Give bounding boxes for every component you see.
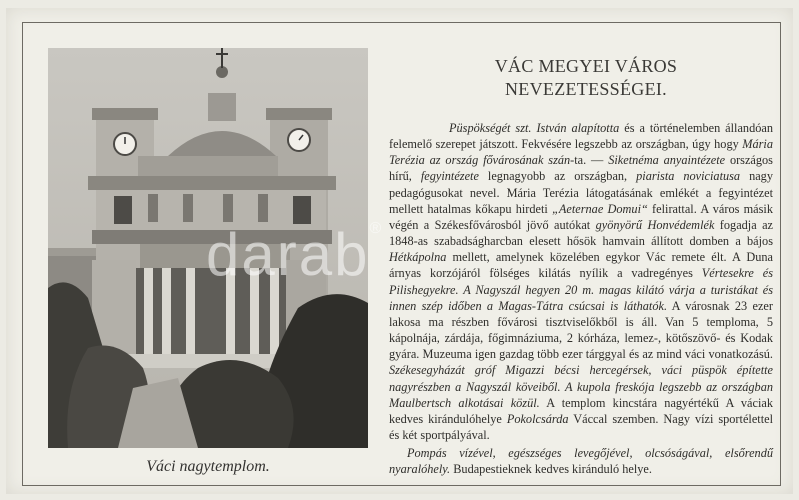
text-segment: felirattal. A város másik végén a Székesfővárosból jövő autókat: [389, 201, 773, 232]
text-segment: mellett, amelynek közelében egykor Vác remete élt. A Duna árnyas korzójáról fölséges kilátás nyílik a vadregényes: [389, 250, 773, 281]
text-segment: A templom kincstára nagyértékű A váciak kedves kirándulóhelye: [389, 395, 773, 426]
text-segment: országos hírű,: [389, 153, 773, 184]
text-segment: gyönyörű Honvédemlék: [595, 217, 715, 232]
text-segment: Pokolcsárda: [506, 411, 569, 426]
text-segment: Püspökségét szt. István alapította: [449, 121, 620, 135]
cathedral-illustration: [48, 48, 368, 448]
text-segment: legnagyobb az országban,: [478, 169, 637, 184]
page-title: [386, 55, 786, 101]
text-segment: ta. —: [574, 153, 609, 168]
watermark-text: darab: [206, 221, 370, 288]
text-segment: Vértesekre és Pilishegyekre. A Nagyszál hegyen 20 m. magas kilátó várja a turistákat és innen szép időben a Magas-Tátra csúcsai is láthatók.: [389, 266, 774, 313]
text-segment: „Aeternae Domui“: [552, 201, 648, 216]
watermark: darab®: [206, 220, 384, 288]
main-paragraph: [389, 120, 773, 443]
text-segment: fogadja az 1848-as szabadságharcban elesett hősök hamvain állított domben a bájos: [389, 217, 773, 249]
photo-caption: Váci nagytemplom.: [146, 458, 270, 475]
text-segment: Váccal szemben. Nagy vízi sportélettel és két sportpályával.: [389, 411, 773, 442]
title-line-1: VÁC MEGYEI VÁROS: [494, 56, 678, 76]
text-segment: fegyintézete: [420, 169, 479, 184]
text-segment: Székesegyházát gróf Migazzi bécsi hercegérsek, váci püspök építette nagyrészben a Nagyszál köveiből. A kupola freskója legszebb az országban Maulbertsch alkotásai közül.: [389, 363, 773, 410]
text-segment: Siketnéma anyaintézete: [608, 153, 726, 168]
description-text: [389, 120, 773, 477]
text-segment: Mária Terézia az ország fővárosának szán-: [389, 137, 773, 168]
text-segment: és a történelemben állandóan felemelő szerepet játszott. Fekvésére legszebb az országban, úgy hogy: [389, 121, 773, 152]
title-line-2: NEVEZETESSÉGEI.: [505, 79, 667, 99]
text-segment: Hétkápolna: [389, 250, 447, 265]
closing-paragraph: [389, 445, 773, 477]
text-segment: nagy pedagógusokat nevel. Mária Terézia látogatásának emlékét a fegyintézet mellett hatalmas kőkapu hirdeti: [389, 169, 773, 216]
postcard: [6, 8, 793, 494]
text-segment: A városnak 23 ezer lakosa ma részben fővárosi tisztviselőkből is áll. Van 5 temploma, 5 kápolnája, zárdája, főgimnáziuma, 2 kórháza, lemez-, kötőszövő- és Kodak gyára. Muzeuma igen gazdag több ezer tárggyal és az mind váci vonatkozású.: [389, 298, 773, 362]
text-segment: piarista noviciatusa: [636, 169, 741, 184]
cathedral-photo: [48, 48, 368, 448]
text-segment: Pompás vízével, egészséges levegőjével, olcsóságával, elsőrendű nyaralóhely.: [389, 446, 773, 477]
text-segment: Budapestieknek kedves kiránduló helye.: [450, 462, 652, 477]
